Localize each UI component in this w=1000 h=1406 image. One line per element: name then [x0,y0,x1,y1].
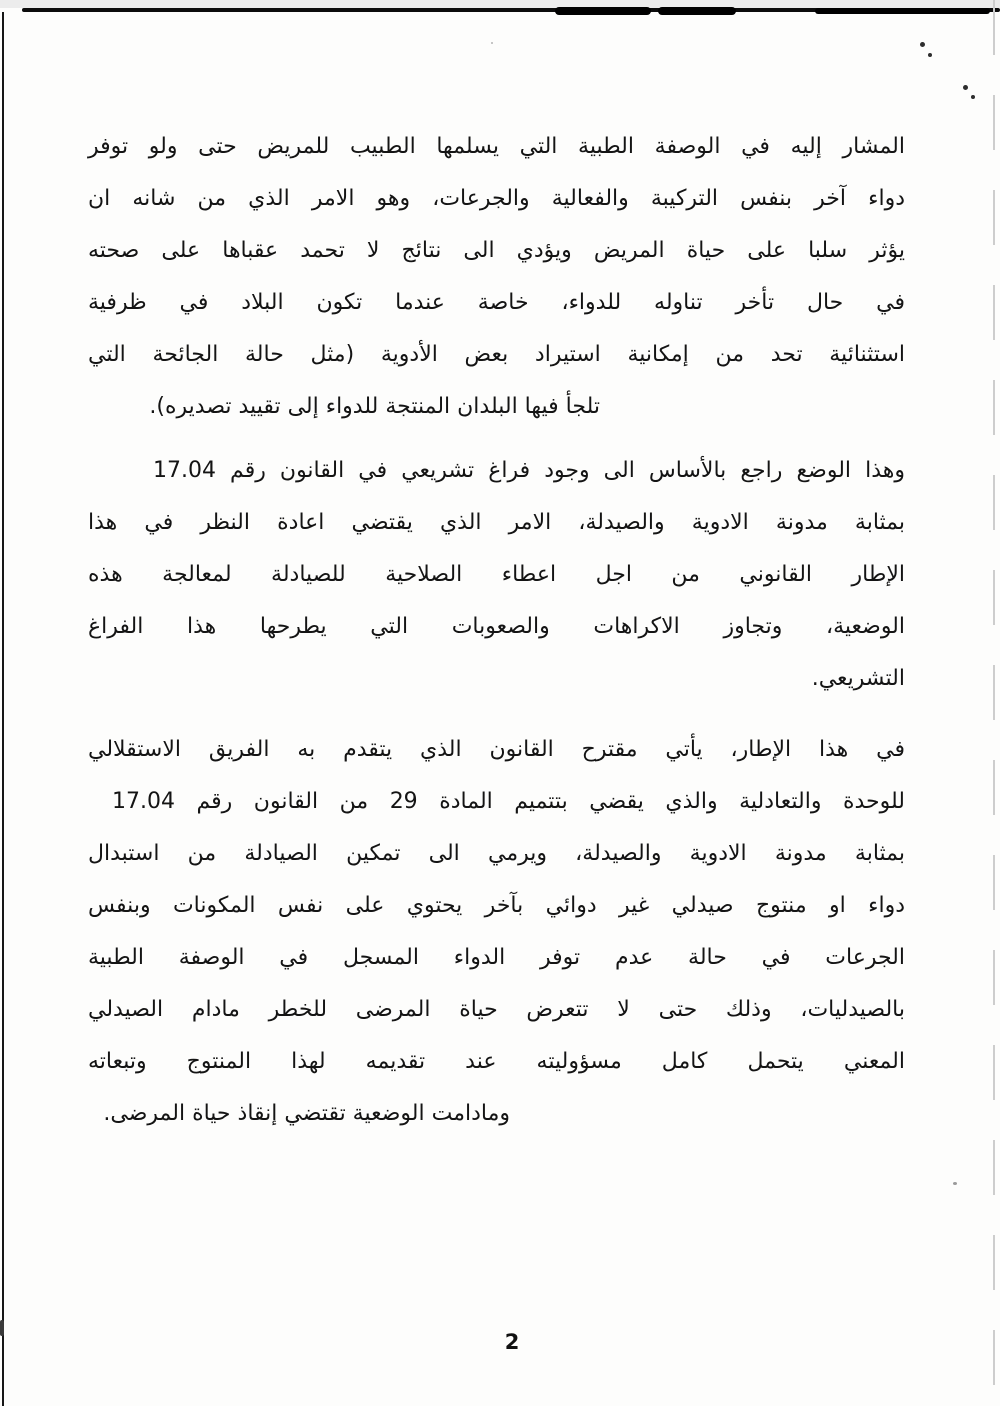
ink-speck [971,95,975,99]
text-line: دواء آخر بنفس التركيبة والفعالية والجرعات، وهو الامر الذي من شانه ان [88,186,905,211]
text-line: بمثابة مدونة الادوية والصيدلة، ويرمي الى تمكين الصيادلة من استبدال [88,841,905,866]
text-line: يؤثر سلبا على حياة المريض ويؤدي الى نتائج لا تحمد عقباها على صحته [88,238,905,263]
page-number: 2 [504,1330,520,1354]
ink-speck [953,1182,957,1185]
ink-speck [920,42,925,47]
text-line: في حال تأخر تناوله للدواء، خاصة عندما تكون البلاد في ظرفية [88,290,905,315]
scan-border-top-thick-segment [658,7,736,15]
scan-ink-smudge [0,1320,4,1336]
paragraph-2 [88,445,905,705]
scan-border-left [2,12,4,1406]
text-line: المعني يتحمل كامل مسؤوليته عند تقديمه لهذا المنتوج وتبعاته [88,1049,905,1074]
paragraph-1 [88,121,905,433]
scan-border-top-thick-segment [555,7,651,15]
text-line: دواء او منتوج صيدلي غير دوائي بآخر يحتوي على نفس المكونات وبنفس [88,893,905,918]
text-line: الإطار القانوني من اجل اعطاء الصلاحية للصيادلة لمعالجة هذه [88,562,905,587]
text-line: ومادامت الوضعية تقتضي إنقاذ حياة المرضى. [103,1101,510,1126]
ink-speck [491,42,493,44]
text-line: للوحدة والتعادلية والذي يقضي بتتميم المادة 29 من القانون رقم 17.04 [112,789,906,814]
scan-border-top-thick-segment [815,8,990,14]
text-line: وهذا الوضع راجع بالأساس الى وجود فراغ تشريعي في القانون رقم 17.04 [153,458,905,483]
text-line: تلجأ فيها البلدان المنتجة للدواء إلى تقييد تصديره). [149,394,600,419]
text-line: التشريعي. [811,666,905,691]
ink-speck [928,53,932,57]
text-line: الجرعات في حالة عدم توفر الدواء المسجل في الوصفة الطبية [88,945,905,970]
scan-border-right [993,0,995,1406]
text-line: استثنائية تحد من إمكانية استيراد بعض الأدوية (مثل حالة الجائحة التي [88,342,905,367]
paragraph-3 [88,724,905,1140]
text-line: الوضعية، وتجاوز الاكراهات والصعوبات التي يطرحها هذا الفراغ [88,614,905,639]
scan-top-strip [0,0,1000,8]
document-text [88,121,905,1140]
text-line: المشار إليه في الوصفة الطبية التي يسلمها الطبيب للمريض حتى ولو توفر [88,134,905,159]
text-line: بمثابة مدونة الادوية والصيدلة، الامر الذي يقتضي اعادة النظر في هذا [88,510,905,535]
text-line: بالصيدليات، وذلك حتى لا تتعرض حياة المرضى للخطر مادام الصيدلي [88,997,905,1022]
ink-speck [963,85,968,90]
text-line: في هذا الإطار، يأتي مقترح القانون الذي يتقدم به الفريق الاستقلالي [88,737,905,762]
